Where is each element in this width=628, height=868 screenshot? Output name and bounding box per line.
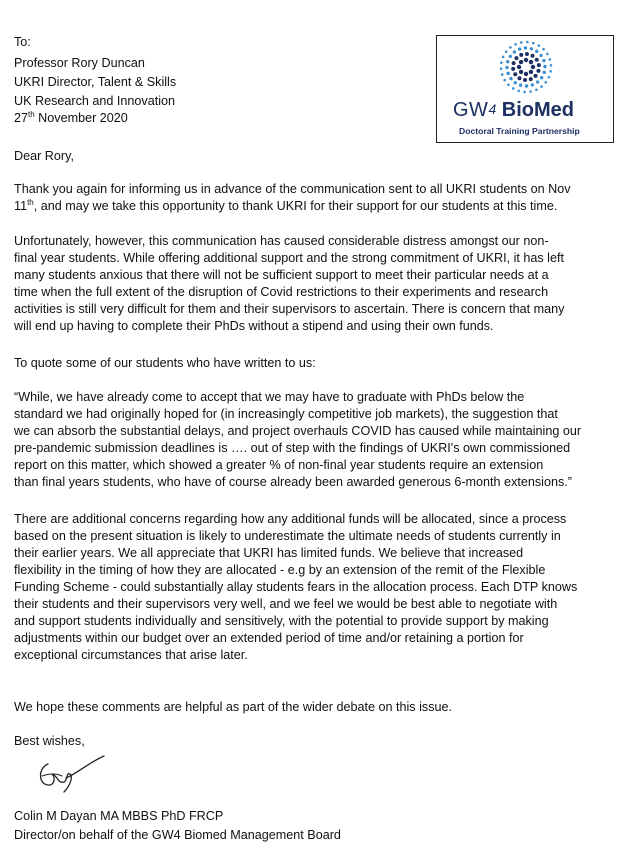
logo-dot [520,41,523,44]
logo-dot [535,58,539,62]
date-day: 11 [14,199,28,213]
date-day: 27 [14,111,29,125]
recipient-title: UKRI Director, Talent & Skills [14,75,177,89]
logo-dot [536,69,540,73]
logo-dot [537,63,541,67]
paragraph-line: their earlier years. We all appreciate that UKRI has limited funds. We believe that increased [14,546,524,560]
logo-dot [544,81,547,84]
gw4-biomed-logo [436,35,614,143]
paragraph-line: exceptional circumstances that arise later. [14,648,248,662]
logo-dot [523,78,527,82]
paragraph-concern [14,233,620,335]
logo-dot [509,55,512,58]
recipient-organisation: UK Research and Innovation [14,94,176,108]
logo-dot [519,53,523,57]
logo-dot [543,71,546,74]
quote-line: “While, we have already come to accept that we may have to graduate with PhDs below the [14,390,525,404]
signatory-role: Director/on behalf of the GW4 Biomed Management Board [14,828,341,842]
logo-dot [509,77,512,80]
paragraph-line: adjustments within our budget over an extended period of time and/or retaining a portion for [14,631,524,645]
logo-dot [548,76,551,79]
quote-line: we can absorb the substantial delays, and project overhauls COVID has caused while maintaining our [14,424,582,438]
logo-dot [530,47,533,50]
paragraph-funding [14,511,620,664]
logo-dot [500,61,503,64]
logo-dot [531,54,535,58]
paragraph-line: many students anxious that there will not be sufficient support to meet their particular needs at a [14,268,549,282]
logo-biomed-text: BioMed [496,99,575,121]
logo-dot [513,72,517,76]
logo-dot [506,72,509,75]
logo-dot [519,84,522,87]
logo-dot [502,56,505,59]
logo-dot [514,43,517,46]
logo-dot [534,74,538,78]
logo-dot [505,50,508,53]
logo-dot [538,44,541,47]
salutation: Dear Rory, [14,149,74,163]
student-quote [14,389,620,491]
logo-numeral: 4 [488,101,497,117]
logo-dot [519,60,523,64]
logo-dot [531,83,534,86]
to-label: To: [14,35,31,49]
logo-dot [524,46,527,49]
paragraph-line: time when the full extent of the disruption of Covid restrictions to their experiments and research [14,285,549,299]
logo-dot [535,50,538,53]
logo-dot [529,60,533,64]
logo-dot [529,90,532,93]
paragraph-line: Thank you again for informing us in advance of the communication sent to all UKRI students on Nov [14,182,571,196]
logo-dot [512,61,516,65]
signatory-name: Colin M Dayan MA MBBS PhD FRCP [14,809,224,823]
logo-dot [540,85,543,88]
paragraph-line: will end up having to complete their PhDs without a stipend and using their own funds. [14,319,494,333]
logo-dot [518,47,521,50]
logo-dot [543,65,546,68]
paragraph-line: Unfortunately, however, this communication has caused considerable distress amongst our non- [14,234,549,248]
closing: Best wishes, [14,734,85,748]
paragraph-line: based on the present situation is likely to underestimate the ultimate needs of students currently in [14,529,561,543]
paragraph-quote-intro: To quote some of our students who have written to us: [14,356,316,370]
logo-dot [514,81,517,84]
logo-dot [542,48,545,51]
logo-org-name [453,98,574,121]
logo-dot [524,72,528,76]
logo-dot [549,70,552,73]
logo-dot [540,76,543,79]
logo-dot [523,91,526,94]
logo-dot [535,88,538,91]
paragraph-line: activities is still very difficult for them and their supervisors to ascertain. There is concern that many [14,302,565,316]
logo-dot [514,56,518,60]
paragraph-closing-remark: We hope these comments are helpful as part of the wider debate on this issue. [14,700,453,714]
logo-dot [501,73,504,76]
logo-dot [532,42,535,45]
logo-dot [517,90,520,93]
logo-dot [550,64,553,67]
paragraph-line: flexibility in the timing of how they are allocated - e.g by an extension of the remit of the Flexible [14,563,546,577]
date-rest: November 2020 [34,111,128,125]
logo-dot [525,84,528,87]
paragraph-line: and support students individually and sensitively, with the potential to provide support by making [14,614,549,628]
date-suffix: th [27,197,34,207]
logo-dot [505,66,508,69]
logo-dot [517,65,521,69]
dotted-circle-logo-icon [437,36,615,98]
paragraph-line [14,198,620,215]
paragraph-line: final year students. While offering additional support and the strong commitment of UKRI, it has left [14,251,564,265]
date-suffix: th [28,109,35,119]
logo-subtitle: Doctoral Training Partnership [459,126,580,136]
paragraph-line: their students and their supervisors very well, and we feel we would be best able to negotiate with [14,597,558,611]
logo-dot [546,53,549,56]
logo-dot [529,70,533,74]
logo-dot [531,65,535,69]
logo-dot [549,58,552,61]
logo-dot [529,77,533,81]
logo-dot [500,67,503,70]
logo-dot [524,58,528,62]
logo-dot [513,50,516,53]
paragraph-thanks [14,181,620,215]
paragraph-text: , and may we take this opportunity to thank UKRI for their support for our students at this time. [33,199,558,213]
quote-line: pre-pandemic submission deadlines is …. out of step with the findings of UKRI's own commissioned [14,441,571,455]
logo-dot [507,83,510,86]
logo-dot [517,76,521,80]
logo-dot [536,80,539,83]
logo-dot [511,67,515,71]
letter-date [14,110,128,127]
logo-dot [519,70,523,74]
logo-dot [503,79,506,82]
logo-dot [526,41,529,44]
logo-gw-text: GW [453,99,489,121]
logo-dot [509,46,512,49]
paragraph-line: There are additional concerns regarding how any additional funds will be allocated, since a process [14,512,567,526]
logo-dot [539,54,542,57]
logo-dot [506,60,509,63]
paragraph-line: Funding Scheme - could substantially allay students fears in the allocation process. Each DTP knows [14,580,578,594]
logo-dot [525,52,529,56]
quote-line: standard we had originally hoped for (in increasingly competitive job markets), the suggestion that [14,407,558,421]
quote-line: than final years students, who have of course already been awarded generous 6-month extensions.” [14,475,572,489]
logo-dot [542,59,545,62]
quote-line: report on this matter, which showed a greater % of non-final year students require an extension [14,458,544,472]
recipient-name: Professor Rory Duncan [14,56,145,70]
logo-dot [512,87,515,90]
handwritten-signature-icon [34,754,110,794]
